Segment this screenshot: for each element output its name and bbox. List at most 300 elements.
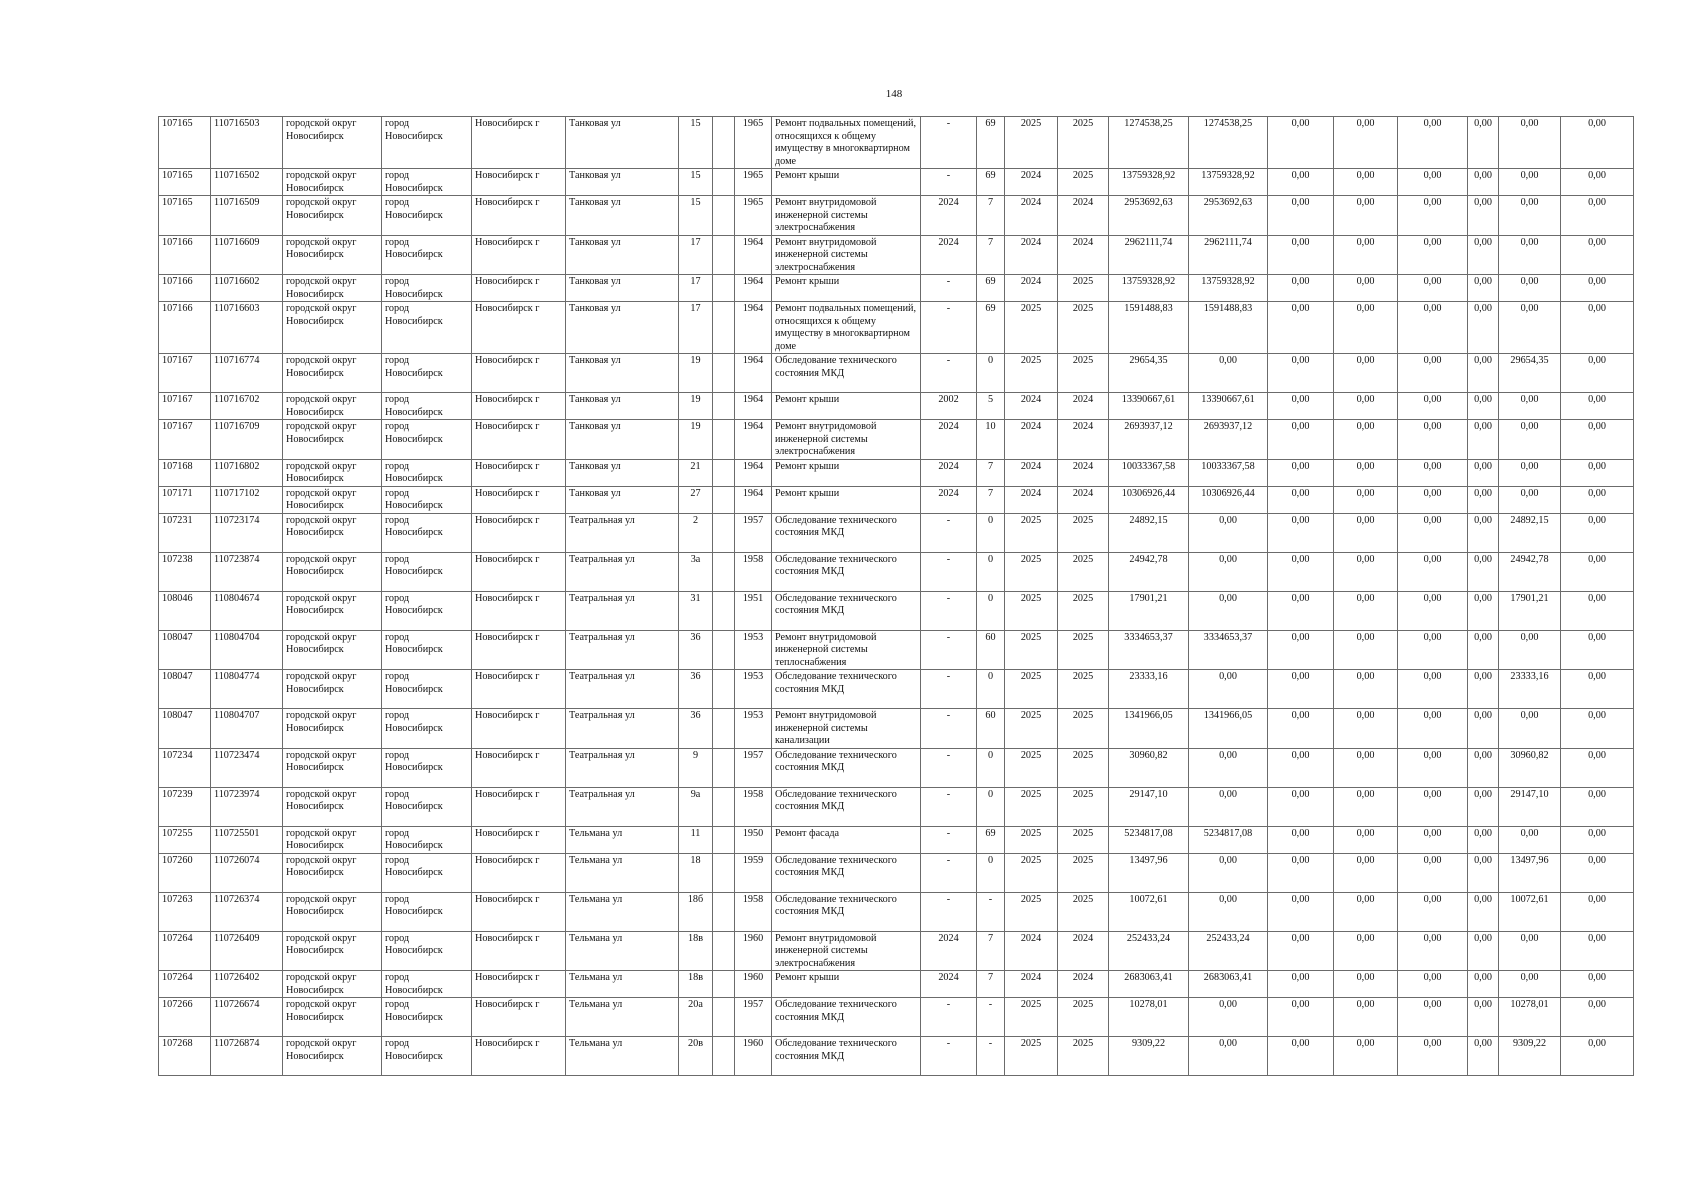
cell-value-2: 0,00 <box>1334 196 1398 236</box>
cell-house-number: 27 <box>679 486 713 513</box>
cell-plan-start: 2024 <box>1005 971 1058 998</box>
cell-cost-total: 2953692,63 <box>1109 196 1189 236</box>
cell-value-4: 0,00 <box>1468 892 1499 931</box>
cell-settlement: город Новосибирск <box>382 709 472 749</box>
cell-plan-end: 2025 <box>1058 892 1109 931</box>
cell-value-5: 0,00 <box>1499 169 1561 196</box>
cell-settlement: город Новосибирск <box>382 393 472 420</box>
cell-settlement: город Новосибирск <box>382 892 472 931</box>
cell-work-code: 110726874 <box>211 1037 283 1076</box>
cell-work-type: Ремонт подвальных помещений, относящихся к общему имуществу в многоквартирном доме <box>772 117 921 169</box>
cell-city: Новосибирск г <box>472 196 566 236</box>
cell-work-type: Ремонт фасада <box>772 826 921 853</box>
cell-municipality: городской округ Новосибирск <box>283 931 382 971</box>
cell-street: Тельмана ул <box>566 971 679 998</box>
cell-plan-start: 2025 <box>1005 1037 1058 1076</box>
cell-value-4: 0,00 <box>1468 998 1499 1037</box>
cell-cost-fund: 5234817,08 <box>1189 826 1268 853</box>
cell-house-id: 107264 <box>159 971 211 998</box>
cell-work-type: Обследование технического состояния МКД <box>772 591 921 630</box>
cell-plan-end: 2025 <box>1058 513 1109 552</box>
table-row <box>159 853 1634 892</box>
cell-last-repair-year: - <box>921 748 977 787</box>
cell-empty <box>713 302 735 354</box>
cell-wear: 0 <box>977 591 1005 630</box>
cell-plan-end: 2025 <box>1058 117 1109 169</box>
cell-value-4: 0,00 <box>1468 826 1499 853</box>
cell-value-4: 0,00 <box>1468 393 1499 420</box>
cell-value-6: 0,00 <box>1561 892 1634 931</box>
cell-cost-fund: 0,00 <box>1189 354 1268 393</box>
cell-value-2: 0,00 <box>1334 459 1398 486</box>
cell-city: Новосибирск г <box>472 513 566 552</box>
cell-street: Тельмана ул <box>566 1037 679 1076</box>
cell-value-5: 24892,15 <box>1499 513 1561 552</box>
cell-empty <box>713 787 735 826</box>
cell-house-id: 107165 <box>159 196 211 236</box>
cell-wear: 0 <box>977 670 1005 709</box>
cell-cost-total: 10033367,58 <box>1109 459 1189 486</box>
table-row <box>159 1037 1634 1076</box>
cell-plan-start: 2025 <box>1005 853 1058 892</box>
cell-municipality: городской округ Новосибирск <box>283 826 382 853</box>
cell-empty <box>713 853 735 892</box>
cell-cost-fund: 3334653,37 <box>1189 630 1268 670</box>
cell-value-6: 0,00 <box>1561 591 1634 630</box>
cell-year-built: 1957 <box>735 748 772 787</box>
cell-value-3: 0,00 <box>1398 169 1468 196</box>
cell-year-built: 1964 <box>735 354 772 393</box>
cell-value-1: 0,00 <box>1268 393 1334 420</box>
cell-value-1: 0,00 <box>1268 998 1334 1037</box>
cell-value-4: 0,00 <box>1468 235 1499 275</box>
cell-house-id: 107165 <box>159 169 211 196</box>
cell-settlement: город Новосибирск <box>382 275 472 302</box>
cell-value-2: 0,00 <box>1334 971 1398 998</box>
cell-street: Театральная ул <box>566 748 679 787</box>
cell-plan-start: 2025 <box>1005 670 1058 709</box>
cell-street: Театральная ул <box>566 591 679 630</box>
cell-work-code: 110716602 <box>211 275 283 302</box>
cell-cost-fund: 0,00 <box>1189 591 1268 630</box>
cell-cost-total: 13497,96 <box>1109 853 1189 892</box>
cell-work-type: Обследование технического состояния МКД <box>772 670 921 709</box>
cell-cost-fund: 0,00 <box>1189 670 1268 709</box>
cell-street: Танковая ул <box>566 302 679 354</box>
cell-city: Новосибирск г <box>472 354 566 393</box>
cell-street: Театральная ул <box>566 709 679 749</box>
cell-cost-fund: 0,00 <box>1189 1037 1268 1076</box>
cell-value-6: 0,00 <box>1561 552 1634 591</box>
cell-value-6: 0,00 <box>1561 670 1634 709</box>
cell-work-code: 110716709 <box>211 420 283 460</box>
cell-value-5: 10072,61 <box>1499 892 1561 931</box>
cell-work-type: Ремонт крыши <box>772 393 921 420</box>
cell-value-6: 0,00 <box>1561 275 1634 302</box>
cell-plan-start: 2024 <box>1005 931 1058 971</box>
cell-house-number: 19 <box>679 420 713 460</box>
cell-house-number: 18 <box>679 853 713 892</box>
cell-work-code: 110726402 <box>211 971 283 998</box>
cell-work-code: 110716603 <box>211 302 283 354</box>
cell-city: Новосибирск г <box>472 670 566 709</box>
cell-value-5: 29147,10 <box>1499 787 1561 826</box>
cell-value-1: 0,00 <box>1268 486 1334 513</box>
cell-year-built: 1964 <box>735 393 772 420</box>
cell-last-repair-year: 2024 <box>921 196 977 236</box>
cell-wear: 10 <box>977 420 1005 460</box>
cell-value-3: 0,00 <box>1398 302 1468 354</box>
cell-city: Новосибирск г <box>472 420 566 460</box>
cell-empty <box>713 709 735 749</box>
cell-value-4: 0,00 <box>1468 591 1499 630</box>
table-row <box>159 748 1634 787</box>
cell-wear: 7 <box>977 235 1005 275</box>
cell-value-1: 0,00 <box>1268 1037 1334 1076</box>
cell-municipality: городской округ Новосибирск <box>283 235 382 275</box>
cell-wear: 69 <box>977 169 1005 196</box>
cell-work-type: Ремонт подвальных помещений, относящихся к общему имуществу в многоквартирном доме <box>772 302 921 354</box>
cell-cost-total: 5234817,08 <box>1109 826 1189 853</box>
cell-municipality: городской округ Новосибирск <box>283 591 382 630</box>
cell-street: Танковая ул <box>566 169 679 196</box>
cell-cost-fund: 13759328,92 <box>1189 275 1268 302</box>
cell-house-number: 18в <box>679 971 713 998</box>
cell-cost-fund: 0,00 <box>1189 552 1268 591</box>
cell-last-repair-year: - <box>921 670 977 709</box>
table-row <box>159 931 1634 971</box>
cell-cost-fund: 0,00 <box>1189 853 1268 892</box>
cell-municipality: городской округ Новосибирск <box>283 998 382 1037</box>
cell-last-repair-year: 2024 <box>921 971 977 998</box>
cell-street: Тельмана ул <box>566 853 679 892</box>
cell-value-4: 0,00 <box>1468 275 1499 302</box>
cell-plan-start: 2025 <box>1005 826 1058 853</box>
cell-last-repair-year: - <box>921 591 977 630</box>
cell-value-6: 0,00 <box>1561 853 1634 892</box>
cell-wear: 0 <box>977 354 1005 393</box>
cell-wear: 7 <box>977 486 1005 513</box>
cell-empty <box>713 591 735 630</box>
cell-settlement: город Новосибирск <box>382 826 472 853</box>
cell-municipality: городской округ Новосибирск <box>283 275 382 302</box>
cell-cost-total: 23333,16 <box>1109 670 1189 709</box>
cell-cost-total: 3334653,37 <box>1109 630 1189 670</box>
cell-value-3: 0,00 <box>1398 787 1468 826</box>
cell-cost-total: 13759328,92 <box>1109 169 1189 196</box>
cell-value-4: 0,00 <box>1468 196 1499 236</box>
cell-house-number: 15 <box>679 196 713 236</box>
cell-value-6: 0,00 <box>1561 931 1634 971</box>
cell-municipality: городской округ Новосибирск <box>283 459 382 486</box>
cell-value-3: 0,00 <box>1398 393 1468 420</box>
cell-value-3: 0,00 <box>1398 486 1468 513</box>
cell-plan-start: 2024 <box>1005 393 1058 420</box>
cell-year-built: 1960 <box>735 1037 772 1076</box>
cell-empty <box>713 552 735 591</box>
cell-street: Театральная ул <box>566 670 679 709</box>
cell-cost-fund: 252433,24 <box>1189 931 1268 971</box>
cell-value-3: 0,00 <box>1398 354 1468 393</box>
cell-house-number: 19 <box>679 393 713 420</box>
cell-city: Новосибирск г <box>472 235 566 275</box>
cell-house-number: 18в <box>679 931 713 971</box>
cell-city: Новосибирск г <box>472 169 566 196</box>
cell-work-code: 110723474 <box>211 748 283 787</box>
table-row <box>159 513 1634 552</box>
cell-value-3: 0,00 <box>1398 420 1468 460</box>
cell-value-1: 0,00 <box>1268 513 1334 552</box>
cell-house-id: 107263 <box>159 892 211 931</box>
cell-value-5: 0,00 <box>1499 393 1561 420</box>
cell-cost-total: 24892,15 <box>1109 513 1189 552</box>
cell-last-repair-year: - <box>921 552 977 591</box>
cell-settlement: город Новосибирск <box>382 931 472 971</box>
cell-municipality: городской округ Новосибирск <box>283 892 382 931</box>
cell-municipality: городской округ Новосибирск <box>283 787 382 826</box>
cell-municipality: городской округ Новосибирск <box>283 354 382 393</box>
cell-house-number: 31 <box>679 591 713 630</box>
cell-value-2: 0,00 <box>1334 513 1398 552</box>
cell-value-1: 0,00 <box>1268 670 1334 709</box>
cell-value-5: 0,00 <box>1499 235 1561 275</box>
cell-empty <box>713 275 735 302</box>
cell-house-id: 107171 <box>159 486 211 513</box>
cell-last-repair-year: - <box>921 1037 977 1076</box>
cell-empty <box>713 826 735 853</box>
cell-cost-fund: 13759328,92 <box>1189 169 1268 196</box>
cell-settlement: город Новосибирск <box>382 302 472 354</box>
cell-plan-end: 2024 <box>1058 459 1109 486</box>
cell-work-code: 110804774 <box>211 670 283 709</box>
cell-last-repair-year: - <box>921 169 977 196</box>
cell-house-number: 15 <box>679 169 713 196</box>
cell-last-repair-year: - <box>921 630 977 670</box>
cell-cost-fund: 13390667,61 <box>1189 393 1268 420</box>
cell-value-3: 0,00 <box>1398 1037 1468 1076</box>
cell-value-3: 0,00 <box>1398 670 1468 709</box>
cell-work-type: Обследование технического состояния МКД <box>772 552 921 591</box>
cell-house-number: 36 <box>679 630 713 670</box>
cell-house-number: 2 <box>679 513 713 552</box>
cell-value-5: 0,00 <box>1499 196 1561 236</box>
cell-plan-start: 2025 <box>1005 630 1058 670</box>
cell-house-number: 36 <box>679 670 713 709</box>
cell-street: Тельмана ул <box>566 998 679 1037</box>
cell-value-3: 0,00 <box>1398 459 1468 486</box>
cell-value-3: 0,00 <box>1398 235 1468 275</box>
cell-year-built: 1950 <box>735 826 772 853</box>
cell-work-type: Ремонт внутридомовой инженерной системы электроснабжения <box>772 235 921 275</box>
cell-city: Новосибирск г <box>472 709 566 749</box>
cell-value-5: 0,00 <box>1499 826 1561 853</box>
cell-value-1: 0,00 <box>1268 117 1334 169</box>
cell-empty <box>713 235 735 275</box>
cell-year-built: 1958 <box>735 787 772 826</box>
cell-cost-total: 1591488,83 <box>1109 302 1189 354</box>
cell-year-built: 1965 <box>735 169 772 196</box>
cell-value-4: 0,00 <box>1468 513 1499 552</box>
cell-plan-start: 2024 <box>1005 459 1058 486</box>
cell-wear: - <box>977 892 1005 931</box>
cell-value-6: 0,00 <box>1561 971 1634 998</box>
cell-work-type: Ремонт крыши <box>772 971 921 998</box>
cell-value-1: 0,00 <box>1268 302 1334 354</box>
cell-value-6: 0,00 <box>1561 302 1634 354</box>
cell-work-code: 110804674 <box>211 591 283 630</box>
cell-value-1: 0,00 <box>1268 420 1334 460</box>
cell-value-3: 0,00 <box>1398 552 1468 591</box>
cell-value-2: 0,00 <box>1334 630 1398 670</box>
cell-last-repair-year: - <box>921 853 977 892</box>
cell-municipality: городской округ Новосибирск <box>283 486 382 513</box>
cell-plan-end: 2025 <box>1058 787 1109 826</box>
cell-house-id: 107166 <box>159 235 211 275</box>
cell-value-2: 0,00 <box>1334 748 1398 787</box>
cell-value-2: 0,00 <box>1334 552 1398 591</box>
cell-value-3: 0,00 <box>1398 591 1468 630</box>
cell-house-number: 18б <box>679 892 713 931</box>
cell-city: Новосибирск г <box>472 302 566 354</box>
cell-street: Танковая ул <box>566 486 679 513</box>
cell-cost-fund: 1274538,25 <box>1189 117 1268 169</box>
cell-plan-start: 2024 <box>1005 169 1058 196</box>
cell-plan-start: 2025 <box>1005 591 1058 630</box>
cell-value-3: 0,00 <box>1398 826 1468 853</box>
cell-municipality: городской округ Новосибирск <box>283 513 382 552</box>
cell-city: Новосибирск г <box>472 117 566 169</box>
cell-value-6: 0,00 <box>1561 709 1634 749</box>
cell-year-built: 1960 <box>735 931 772 971</box>
cell-plan-end: 2025 <box>1058 169 1109 196</box>
cell-value-2: 0,00 <box>1334 302 1398 354</box>
cell-value-1: 0,00 <box>1268 196 1334 236</box>
cell-cost-total: 1341966,05 <box>1109 709 1189 749</box>
cell-work-type: Ремонт крыши <box>772 486 921 513</box>
cell-plan-start: 2024 <box>1005 275 1058 302</box>
cell-last-repair-year: - <box>921 117 977 169</box>
table-row <box>159 486 1634 513</box>
cell-value-5: 0,00 <box>1499 486 1561 513</box>
cell-municipality: городской округ Новосибирск <box>283 552 382 591</box>
cell-value-5: 0,00 <box>1499 302 1561 354</box>
cell-value-3: 0,00 <box>1398 709 1468 749</box>
cell-value-3: 0,00 <box>1398 853 1468 892</box>
cell-value-4: 0,00 <box>1468 117 1499 169</box>
table-row <box>159 709 1634 749</box>
cell-plan-end: 2025 <box>1058 1037 1109 1076</box>
cell-house-number: 17 <box>679 302 713 354</box>
cell-municipality: городской округ Новосибирск <box>283 748 382 787</box>
cell-cost-total: 10306926,44 <box>1109 486 1189 513</box>
cell-street: Театральная ул <box>566 513 679 552</box>
cell-value-2: 0,00 <box>1334 826 1398 853</box>
cell-settlement: город Новосибирск <box>382 486 472 513</box>
table-row <box>159 169 1634 196</box>
cell-street: Тельмана ул <box>566 826 679 853</box>
cell-year-built: 1957 <box>735 513 772 552</box>
cell-value-6: 0,00 <box>1561 393 1634 420</box>
cell-empty <box>713 748 735 787</box>
cell-work-code: 110716502 <box>211 169 283 196</box>
cell-house-id: 108046 <box>159 591 211 630</box>
cell-street: Танковая ул <box>566 354 679 393</box>
cell-wear: 7 <box>977 196 1005 236</box>
table-row <box>159 302 1634 354</box>
cell-value-3: 0,00 <box>1398 931 1468 971</box>
cell-house-id: 107167 <box>159 420 211 460</box>
cell-house-id: 107239 <box>159 787 211 826</box>
cell-empty <box>713 513 735 552</box>
cell-plan-end: 2024 <box>1058 486 1109 513</box>
cell-cost-total: 9309,22 <box>1109 1037 1189 1076</box>
cell-value-2: 0,00 <box>1334 853 1398 892</box>
cell-value-6: 0,00 <box>1561 486 1634 513</box>
cell-house-number: 9 <box>679 748 713 787</box>
cell-value-6: 0,00 <box>1561 117 1634 169</box>
cell-value-4: 0,00 <box>1468 354 1499 393</box>
cell-value-3: 0,00 <box>1398 117 1468 169</box>
cell-work-type: Обследование технического состояния МКД <box>772 853 921 892</box>
cell-last-repair-year: - <box>921 787 977 826</box>
cell-value-1: 0,00 <box>1268 275 1334 302</box>
cell-house-id: 107234 <box>159 748 211 787</box>
cell-value-4: 0,00 <box>1468 552 1499 591</box>
cell-plan-end: 2024 <box>1058 196 1109 236</box>
cell-wear: 5 <box>977 393 1005 420</box>
cell-value-4: 0,00 <box>1468 486 1499 513</box>
cell-cost-fund: 2953692,63 <box>1189 196 1268 236</box>
cell-work-code: 110723174 <box>211 513 283 552</box>
cell-house-id: 107166 <box>159 302 211 354</box>
cell-work-code: 110804704 <box>211 630 283 670</box>
cell-value-6: 0,00 <box>1561 196 1634 236</box>
cell-street: Танковая ул <box>566 420 679 460</box>
cell-year-built: 1960 <box>735 971 772 998</box>
cell-wear: 0 <box>977 748 1005 787</box>
cell-value-5: 13497,96 <box>1499 853 1561 892</box>
cell-municipality: городской округ Новосибирск <box>283 420 382 460</box>
cell-plan-end: 2024 <box>1058 971 1109 998</box>
cell-work-type: Ремонт внутридомовой инженерной системы электроснабжения <box>772 420 921 460</box>
cell-street: Танковая ул <box>566 117 679 169</box>
table-row <box>159 354 1634 393</box>
cell-plan-start: 2024 <box>1005 235 1058 275</box>
cell-city: Новосибирск г <box>472 971 566 998</box>
cell-work-type: Ремонт внутридомовой инженерной системы электроснабжения <box>772 931 921 971</box>
cell-last-repair-year: 2002 <box>921 393 977 420</box>
cell-work-type: Обследование технического состояния МКД <box>772 892 921 931</box>
table-row <box>159 971 1634 998</box>
cell-value-2: 0,00 <box>1334 709 1398 749</box>
cell-municipality: городской округ Новосибирск <box>283 196 382 236</box>
cell-settlement: город Новосибирск <box>382 420 472 460</box>
cell-work-type: Ремонт внутридомовой инженерной системы теплоснабжения <box>772 630 921 670</box>
cell-value-6: 0,00 <box>1561 420 1634 460</box>
cell-city: Новосибирск г <box>472 393 566 420</box>
cell-cost-total: 24942,78 <box>1109 552 1189 591</box>
cell-cost-fund: 0,00 <box>1189 998 1268 1037</box>
cell-work-type: Ремонт крыши <box>772 459 921 486</box>
cell-value-1: 0,00 <box>1268 748 1334 787</box>
cell-work-type: Обследование технического состояния МКД <box>772 998 921 1037</box>
cell-settlement: город Новосибирск <box>382 787 472 826</box>
cell-work-code: 110723874 <box>211 552 283 591</box>
page-number: 148 <box>885 88 903 100</box>
cell-work-code: 110723974 <box>211 787 283 826</box>
cell-plan-start: 2025 <box>1005 117 1058 169</box>
cell-year-built: 1958 <box>735 552 772 591</box>
